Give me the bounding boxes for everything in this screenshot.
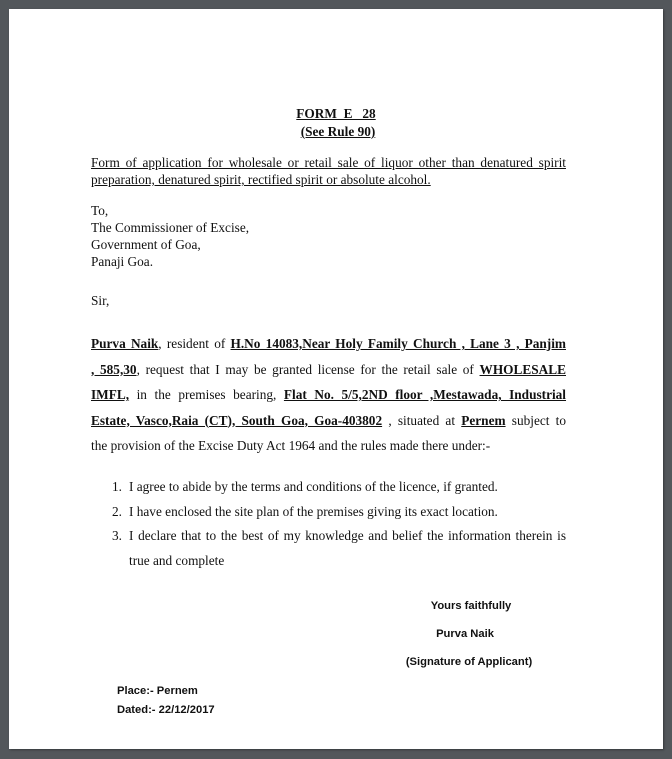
residence-address-cont: , 585,30 bbox=[91, 361, 137, 377]
document-page bbox=[9, 9, 663, 749]
declaration-text: I declare that to the best of my knowledge and belief the information therein is bbox=[129, 528, 566, 543]
declaration-text: I agree to abide by the terms and conditions of the licence, if granted. bbox=[129, 479, 498, 494]
address-to: To, bbox=[91, 203, 109, 218]
declaration-text-cont: true and complete bbox=[129, 552, 225, 568]
body-line-4 bbox=[91, 408, 566, 434]
body-text: , situated at bbox=[382, 412, 462, 428]
item-number: 1. bbox=[112, 479, 122, 494]
premises-address: Flat No. 5/5,2ND floor ,Mestawada, Industrial bbox=[283, 387, 567, 402]
subject-line bbox=[91, 154, 566, 188]
address-line-1: The Commissioner of Excise, bbox=[91, 220, 250, 235]
body-text: , resident of bbox=[158, 336, 231, 351]
closing-yours-faithfully: Yours faithfully bbox=[430, 600, 512, 612]
declaration-item bbox=[91, 500, 566, 525]
date-field: Dated:- 22/12/2017 bbox=[117, 704, 215, 716]
application-body bbox=[91, 331, 566, 459]
place-field: Place:- Pernem bbox=[117, 685, 198, 697]
item-number: 3. bbox=[112, 528, 122, 543]
applicant-name: Purva Naik bbox=[91, 336, 159, 351]
declaration-item bbox=[91, 524, 566, 573]
address-line-2: Government of Goa, bbox=[91, 237, 201, 252]
sale-type-cont: IMFL, bbox=[91, 387, 130, 402]
body-text: , request that I may be granted license for the retail sale of bbox=[136, 361, 480, 377]
body-line-1 bbox=[91, 331, 566, 357]
signatory-name: Purva Naik bbox=[436, 628, 494, 640]
subject-line-1: Form of application for wholesale or retail sale of liquor other than denatured spirit bbox=[91, 155, 566, 170]
form-rule bbox=[9, 124, 663, 140]
situated-at: Pernem bbox=[461, 412, 506, 428]
form-title bbox=[9, 106, 663, 122]
form-title-text: FORM E 28 bbox=[296, 106, 376, 121]
body-line-3 bbox=[91, 382, 566, 408]
declaration-text: I have enclosed the site plan of the premises giving its exact location. bbox=[129, 503, 498, 519]
signature-caption: (Signature of Applicant) bbox=[405, 656, 533, 668]
declaration-item bbox=[91, 475, 566, 500]
item-number: 2. bbox=[112, 503, 122, 519]
body-text: in the premises bearing, bbox=[129, 387, 284, 402]
residence-address: H.No 14083,Near Holy Family Church , Lane 3 , Panjim bbox=[230, 336, 566, 351]
declarations-list bbox=[91, 475, 566, 573]
subject-line-2: preparation, denatured spirit, rectified spirit or absolute alcohol. bbox=[91, 172, 431, 187]
form-rule-text: (See Rule 90) bbox=[300, 124, 376, 139]
sale-type: WHOLESALE bbox=[479, 361, 566, 377]
address-line-3: Panaji Goa. bbox=[91, 254, 154, 269]
premises-address-cont: Estate, Vasco,Raia (CT), South Goa, Goa-403802 bbox=[91, 412, 383, 428]
salutation: Sir, bbox=[91, 293, 110, 308]
addressee-block bbox=[91, 202, 249, 270]
body-text: subject to bbox=[505, 412, 566, 428]
body-line-2 bbox=[91, 357, 566, 383]
body-line-5: the provision of the Excise Duty Act 1964 and the rules made there under:- bbox=[91, 438, 491, 453]
